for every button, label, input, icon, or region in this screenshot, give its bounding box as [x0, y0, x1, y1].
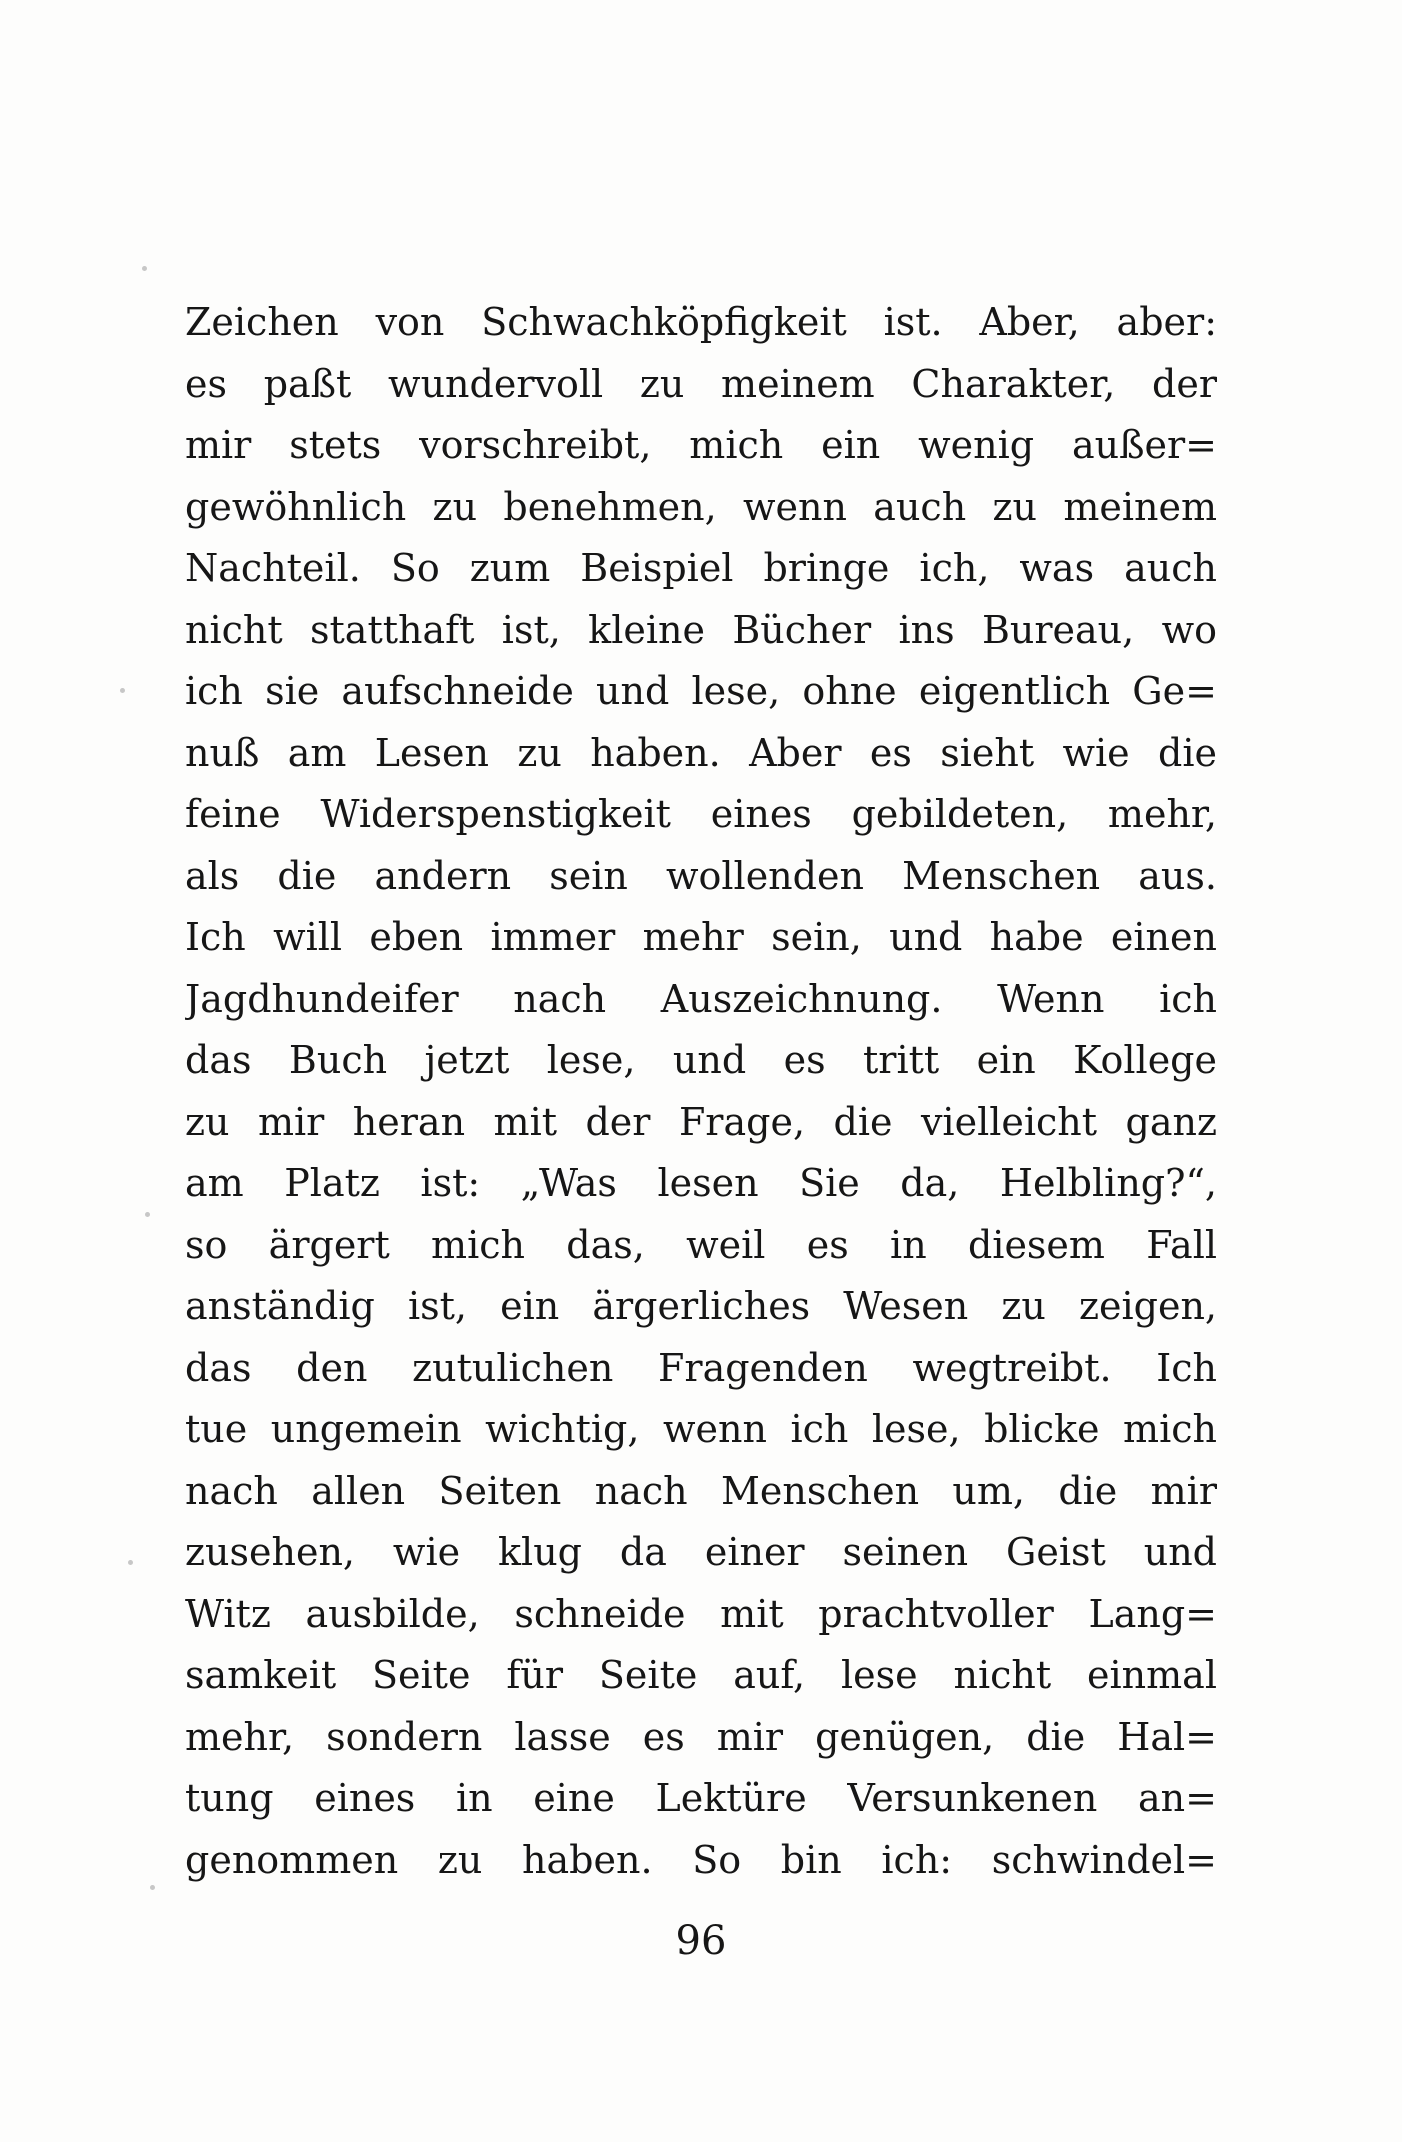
scan-speck — [142, 266, 147, 271]
scan-speck — [128, 1560, 133, 1565]
text-line: es paßt wundervoll zu meinem Charakter, der — [185, 361, 1217, 406]
scan-speck — [120, 688, 125, 693]
text-line: nuß am Lesen zu haben. Aber es sieht wie die — [185, 730, 1217, 775]
text-line: Zeichen von Schwachköpfigkeit ist. Aber, aber: — [185, 300, 1217, 344]
text-line: Nachteil. So zum Beispiel bringe ich, was auch — [185, 546, 1217, 590]
text-line: am Platz ist: „Was lesen Sie da, Helbling?“, — [185, 1161, 1217, 1205]
text-line: als die andern sein wollenden Menschen aus. — [185, 853, 1217, 898]
text-line: anständig ist, ein ärgerliches Wesen zu zeigen, — [185, 1284, 1217, 1328]
text-line: Jagdhundeifer nach Auszeichnung. Wenn ich — [185, 976, 1217, 1021]
text-line: samkeit Seite für Seite auf, lese nicht einmal — [185, 1653, 1217, 1697]
text-line: nicht statthaft ist, kleine Bücher ins Bureau, wo — [185, 607, 1217, 652]
text-line: Ich will eben immer mehr sein, und habe einen — [185, 915, 1217, 959]
text-line: tung eines in eine Lektüre Versunkenen an= — [185, 1776, 1217, 1820]
text-line: Witz ausbilde, schneide mit prachtvoller Lang= — [185, 1591, 1217, 1636]
text-line: ich sie aufschneide und lese, ohne eigentlich Ge= — [185, 669, 1217, 713]
text-line: das den zutulichen Fragenden wegtreibt. Ich — [185, 1345, 1217, 1390]
text-line: mehr, sondern lasse es mir genügen, die Hal= — [185, 1714, 1217, 1759]
text-line: tue ungemein wichtig, wenn ich lese, blicke mich — [185, 1407, 1217, 1451]
page-number: 96 — [675, 1918, 727, 1964]
text-line: mir stets vorschreibt, mich ein wenig außer= — [185, 423, 1217, 467]
page-text-block — [185, 292, 1217, 1891]
text-line: das Buch jetzt lese, und es tritt ein Kollege — [185, 1038, 1217, 1082]
text-line: gewöhnlich zu benehmen, wenn auch zu meinem — [185, 484, 1217, 529]
text-line: so ärgert mich das, weil es in diesem Fall — [185, 1222, 1217, 1267]
text-line: genommen zu haben. So bin ich: schwindel= — [185, 1837, 1217, 1882]
text-line: zu mir heran mit der Frage, die vielleicht ganz — [185, 1099, 1217, 1144]
text-line: feine Widerspenstigkeit eines gebildeten, mehr, — [185, 792, 1217, 836]
text-line: nach allen Seiten nach Menschen um, die mir — [185, 1468, 1217, 1513]
scan-speck — [150, 1885, 155, 1890]
scan-speck — [145, 1212, 150, 1217]
text-line: zusehen, wie klug da einer seinen Geist und — [185, 1530, 1217, 1574]
